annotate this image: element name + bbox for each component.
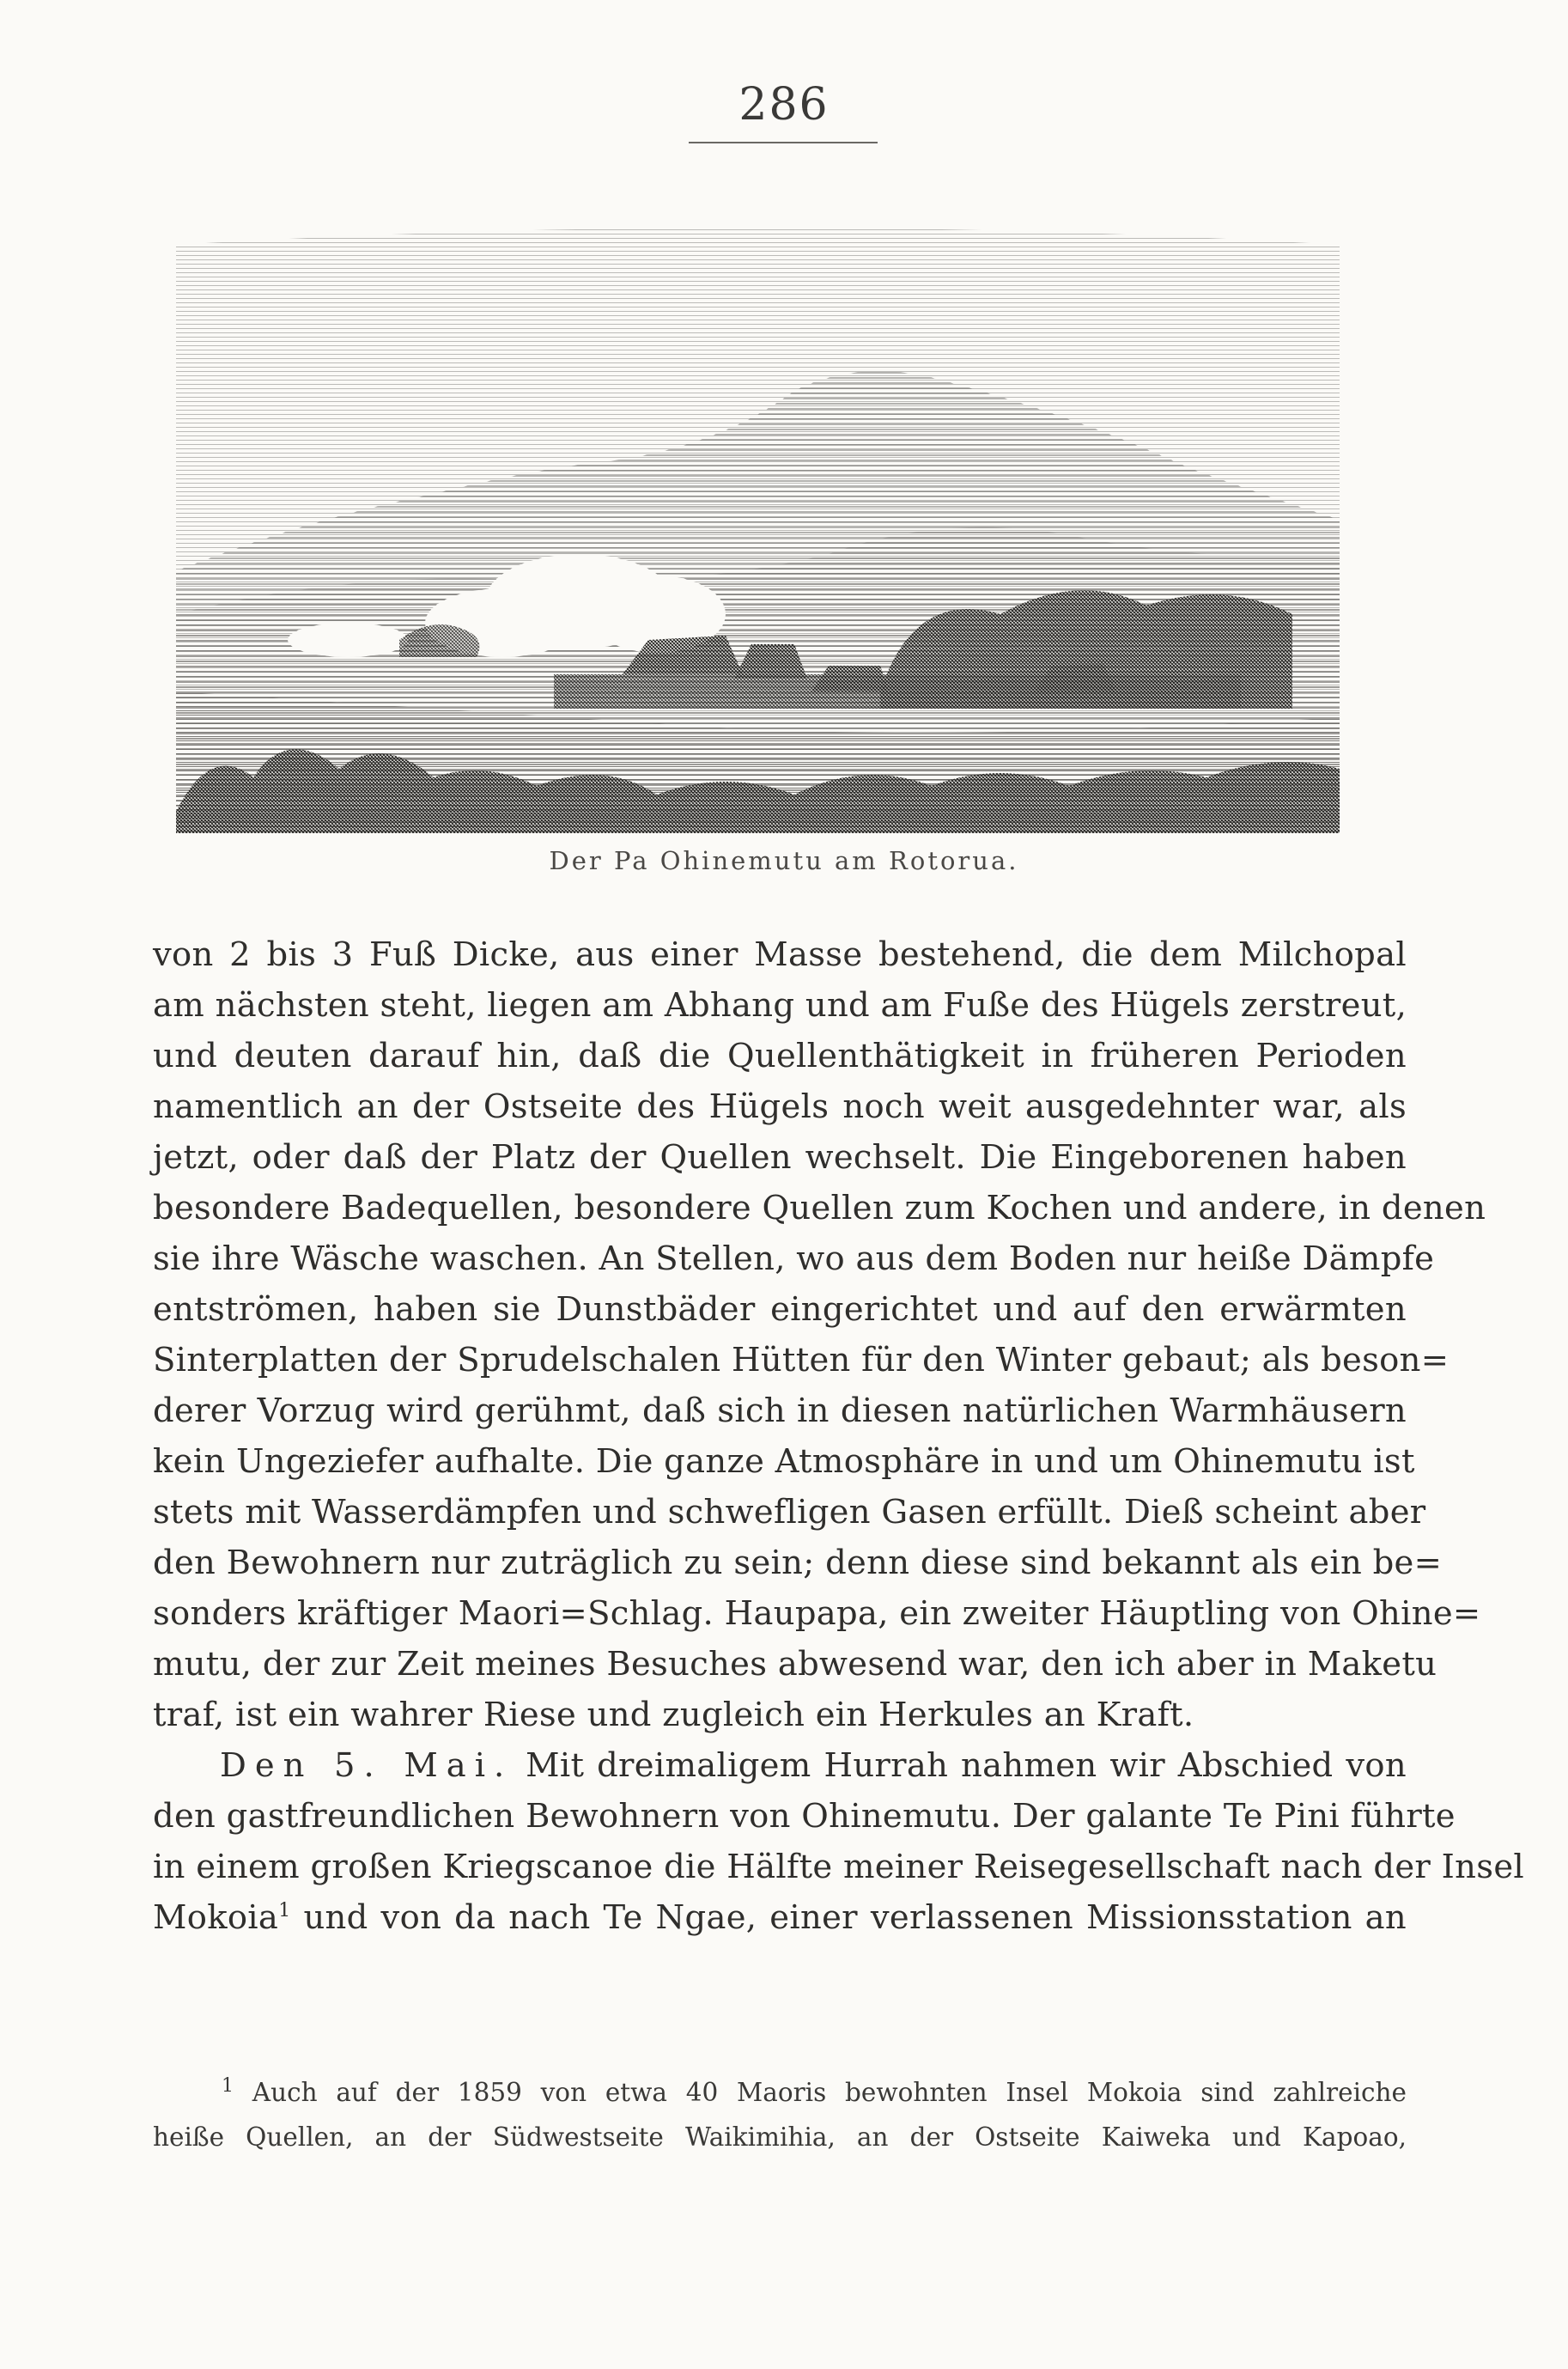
footnote-text: Auch auf der 1859 von etwa 40 Maoris bewohnten Insel Mokoia sind zahlreiche xyxy=(252,2078,1407,2107)
paragraph-2-first-line xyxy=(153,1740,1407,1791)
text-line: sonders kräftiger Maori=Schlag. Haupapa, ein zweiter Häuptling von Ohine= xyxy=(153,1594,1481,1633)
footnotes xyxy=(153,2070,1407,2159)
text-line: derer Vorzug wird gerühmt, daß sich in diesen natürlichen Warmhäusern xyxy=(153,1392,1407,1430)
text-line: entströmen, haben sie Dunstbäder eingerichtet und auf den erwärmten xyxy=(153,1290,1407,1329)
header-rule xyxy=(689,142,878,143)
text-line: traf, ist ein wahrer Riese und zugleich ein Herkules an Kraft. xyxy=(153,1696,1194,1734)
text-line: in einem großen Kriegscanoe die Hälfte meiner Reisegesellschaft nach der Insel xyxy=(153,1848,1525,1886)
footnote-reference[interactable]: 1 xyxy=(278,1900,291,1922)
text-line: und deuten darauf hin, daß die Quellenthätigkeit in früheren Perioden xyxy=(153,1037,1407,1075)
text-line: sie ihre Wäsche waschen. An Stellen, wo aus dem Boden nur heiße Dämpfe xyxy=(153,1239,1435,1278)
paragraph-2-line-4 xyxy=(153,1892,1407,1943)
text-line: von 2 bis 3 Fuß Dicke, aus einer Masse bestehend, die dem Milchopal xyxy=(153,935,1407,974)
text-fragment: und von da nach Te Ngae, einer verlassenen Missionsstation an xyxy=(290,1898,1407,1937)
footnote-line xyxy=(179,2070,1407,2115)
page-number: 286 xyxy=(738,79,830,131)
text-line: namentlich an der Ostseite des Hügels noch weit ausgedehnter war, als xyxy=(153,1087,1407,1126)
text-line: Sinterplatten der Sprudelschalen Hütten für den Winter gebaut; als beson= xyxy=(153,1341,1449,1379)
date-heading: Den 5. Mai. xyxy=(220,1746,514,1785)
figure-caption: Der Pa Ohinemutu am Rotorua. xyxy=(549,846,1019,875)
text-line: kein Ungeziefer aufhalte. Die ganze Atmosphäre in und um Ohinemutu ist xyxy=(153,1442,1415,1481)
text-fragment: Mokoia xyxy=(153,1898,279,1937)
text-fragment: Mit dreimaligem Hurrah nahmen wir Abschied von xyxy=(526,1746,1407,1785)
text-line: besondere Badequellen, besondere Quellen zum Kochen und andere, in denen xyxy=(153,1189,1486,1227)
footnote-line: heiße Quellen, an der Südwestseite Waikimihia, an der Ostseite Kaiweka und Kapoao, xyxy=(153,2122,1407,2152)
footnote-marker: 1 xyxy=(222,2075,234,2098)
text-line: den gastfreundlichen Bewohnern von Ohinemutu. Der galante Te Pini führte xyxy=(153,1797,1456,1836)
text-line: stets mit Wasserdämpfen und schwefligen Gasen erfüllt. Dieß scheint aber xyxy=(153,1493,1426,1532)
text-line: jetzt, oder daß der Platz der Quellen wechselt. Die Eingeborenen haben xyxy=(153,1138,1407,1177)
body-text xyxy=(153,929,1525,1943)
landscape-engraving xyxy=(176,210,1340,833)
text-line: am nächsten steht, liegen am Abhang und am Fuße des Hügels zerstreut, xyxy=(153,986,1407,1025)
text-line: mutu, der zur Zeit meines Besuches abwesend war, den ich aber in Maketu xyxy=(153,1645,1437,1684)
text-line: den Bewohnern nur zuträglich zu sein; denn diese sind bekannt als ein be= xyxy=(153,1544,1443,1582)
